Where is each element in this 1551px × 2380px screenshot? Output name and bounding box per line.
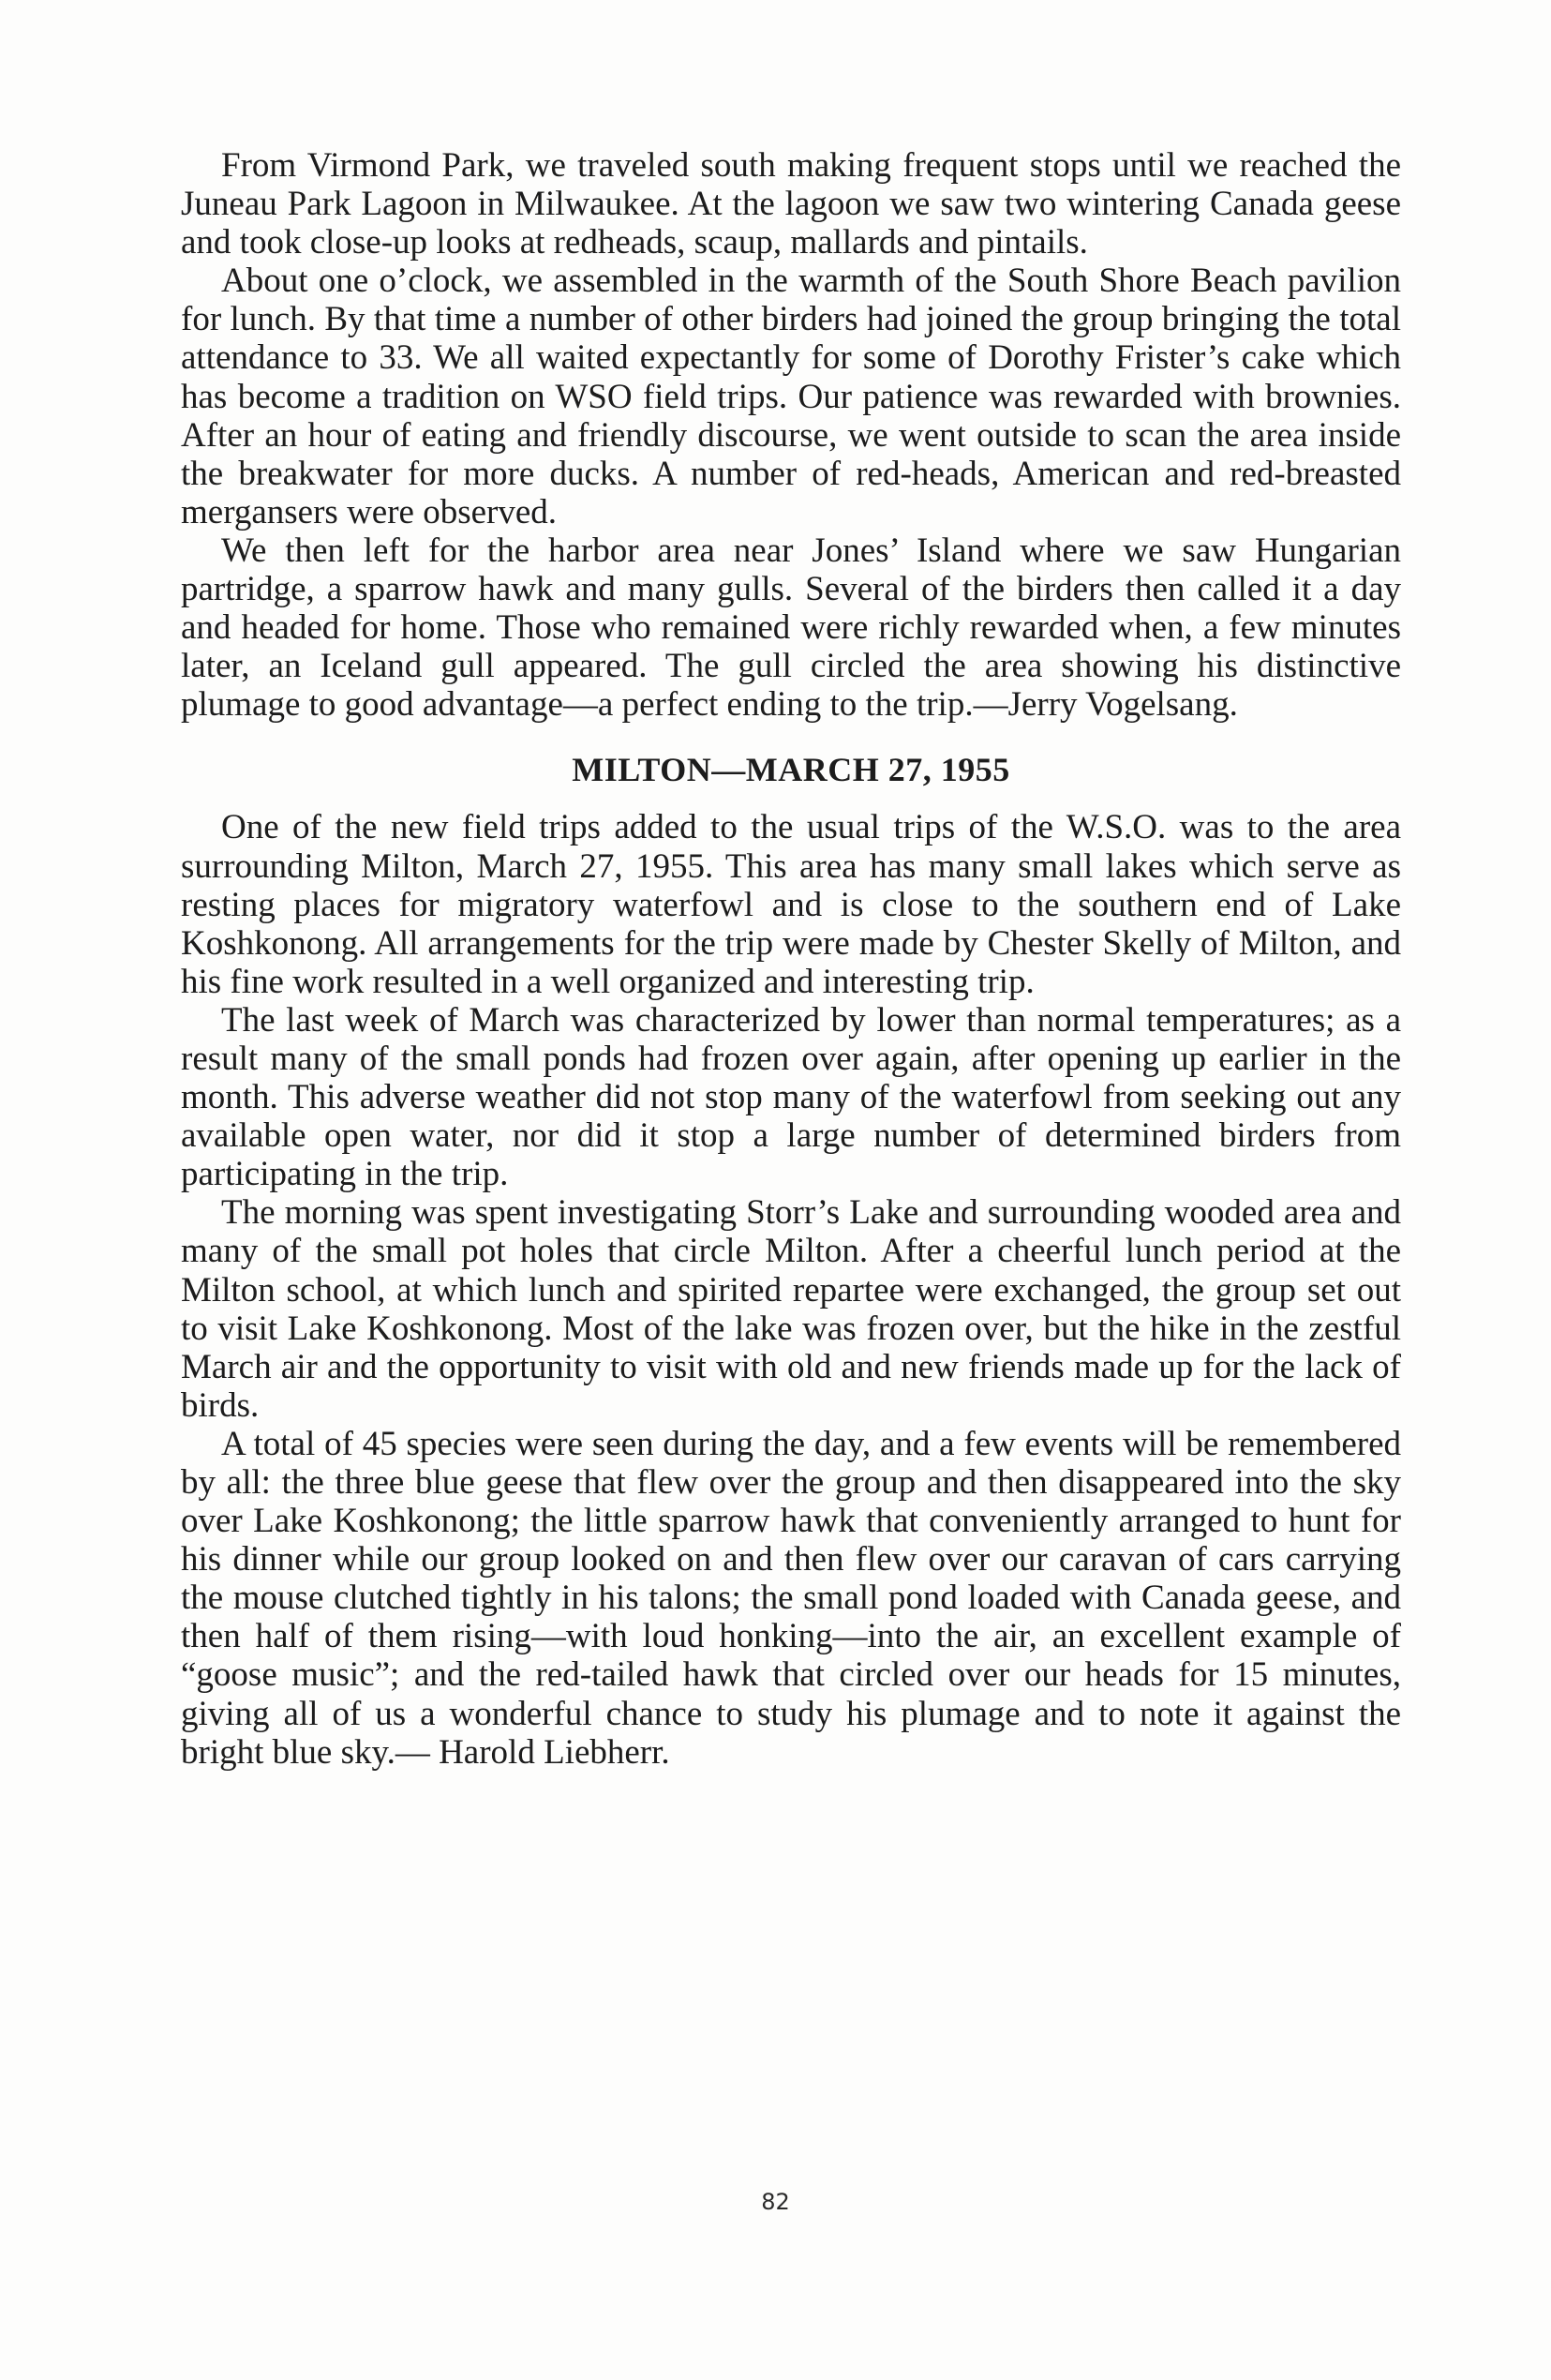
paragraph: One of the new field trips added to the usual trips of the W.S.O. was to the area surrounding Milton, March 27, 1955. This area has many small lakes which serve as resting places for migratory waterfowl and is close to the southern end of Lake Koshkonong. All arrangements for the trip were made by Chester Skelly of Milton, and his fine work resulted in a well organized and interesting trip. xyxy=(181,808,1401,1001)
section-heading: MILTON—MARCH 27, 1955 xyxy=(572,751,1010,789)
paragraph: We then left for the harbor area near Jones’ Island where we saw Hungarian partridge, a sparrow hawk and many gulls. Several of the birders then called it a day and headed for home. Those who remained were richly rewarded when, a few minutes later, an Iceland gull appeared. The gull circled the area showing his distinctive plumage to good advantage—a perfect ending to the trip.—Jerry Vogelsang. xyxy=(181,531,1401,725)
article-body xyxy=(181,146,1401,1772)
page-number: 82 xyxy=(761,2189,790,2215)
paragraph: From Virmond Park, we traveled south making frequent stops until we reached the Juneau Park Lagoon in Milwaukee. At the lagoon we saw two wintering Canada geese and took close-up looks at redheads, scaup, mallards and pintails. xyxy=(181,146,1401,262)
paragraph: A total of 45 species were seen during the day, and a few events will be remembered by all: the three blue geese that flew over the group and then disappeared into the sky over Lake Koshkonong; the little sparrow hawk that conveniently arranged to hunt for his dinner while our group looked on and then flew over our caravan of cars carrying the mouse clutched tightly in his talons; the small pond loaded with Canada geese, and then half of them rising—with loud honking—into the air, an excellent example of “goose music”; and the red-tailed hawk that circled over our heads for 15 minutes, giving all of us a wonderful chance to study his plumage and to note it against the bright blue sky.— Harold Liebherr. xyxy=(181,1424,1401,1772)
paragraph: The last week of March was characterized by lower than normal temperatures; as a result many of the small ponds had frozen over again, after opening up earlier in the month. This adverse weather did not stop many of the waterfowl from seeking out any available open water, nor did it stop a large number of determined birders from participating in the trip. xyxy=(181,1000,1401,1194)
paragraph: The morning was spent investigating Storr’s Lake and surrounding wooded area and many of the small pot holes that circle Milton. After a cheerful lunch period at the Milton school, at which lunch and spirited repartee were exchanged, the group set out to visit Lake Koshkonong. Most of the lake was frozen over, but the hike in the zestful March air and the opportunity to visit with old and new friends made up for the lack of birds. xyxy=(181,1193,1401,1425)
paragraph: About one o’clock, we assembled in the warmth of the South Shore Beach pavilion for lunch. By that time a number of other birders had joined the group bringing the total attendance to 33. We all waited expectantly for some of Dorothy Frister’s cake which has become a tradition on WSO field trips. Our patience was rewarded with brownies. After an hour of eating and friendly discourse, we went outside to scan the area inside the breakwater for more ducks. A number of red-heads, American and red-breasted mergansers were observed. xyxy=(181,262,1401,531)
